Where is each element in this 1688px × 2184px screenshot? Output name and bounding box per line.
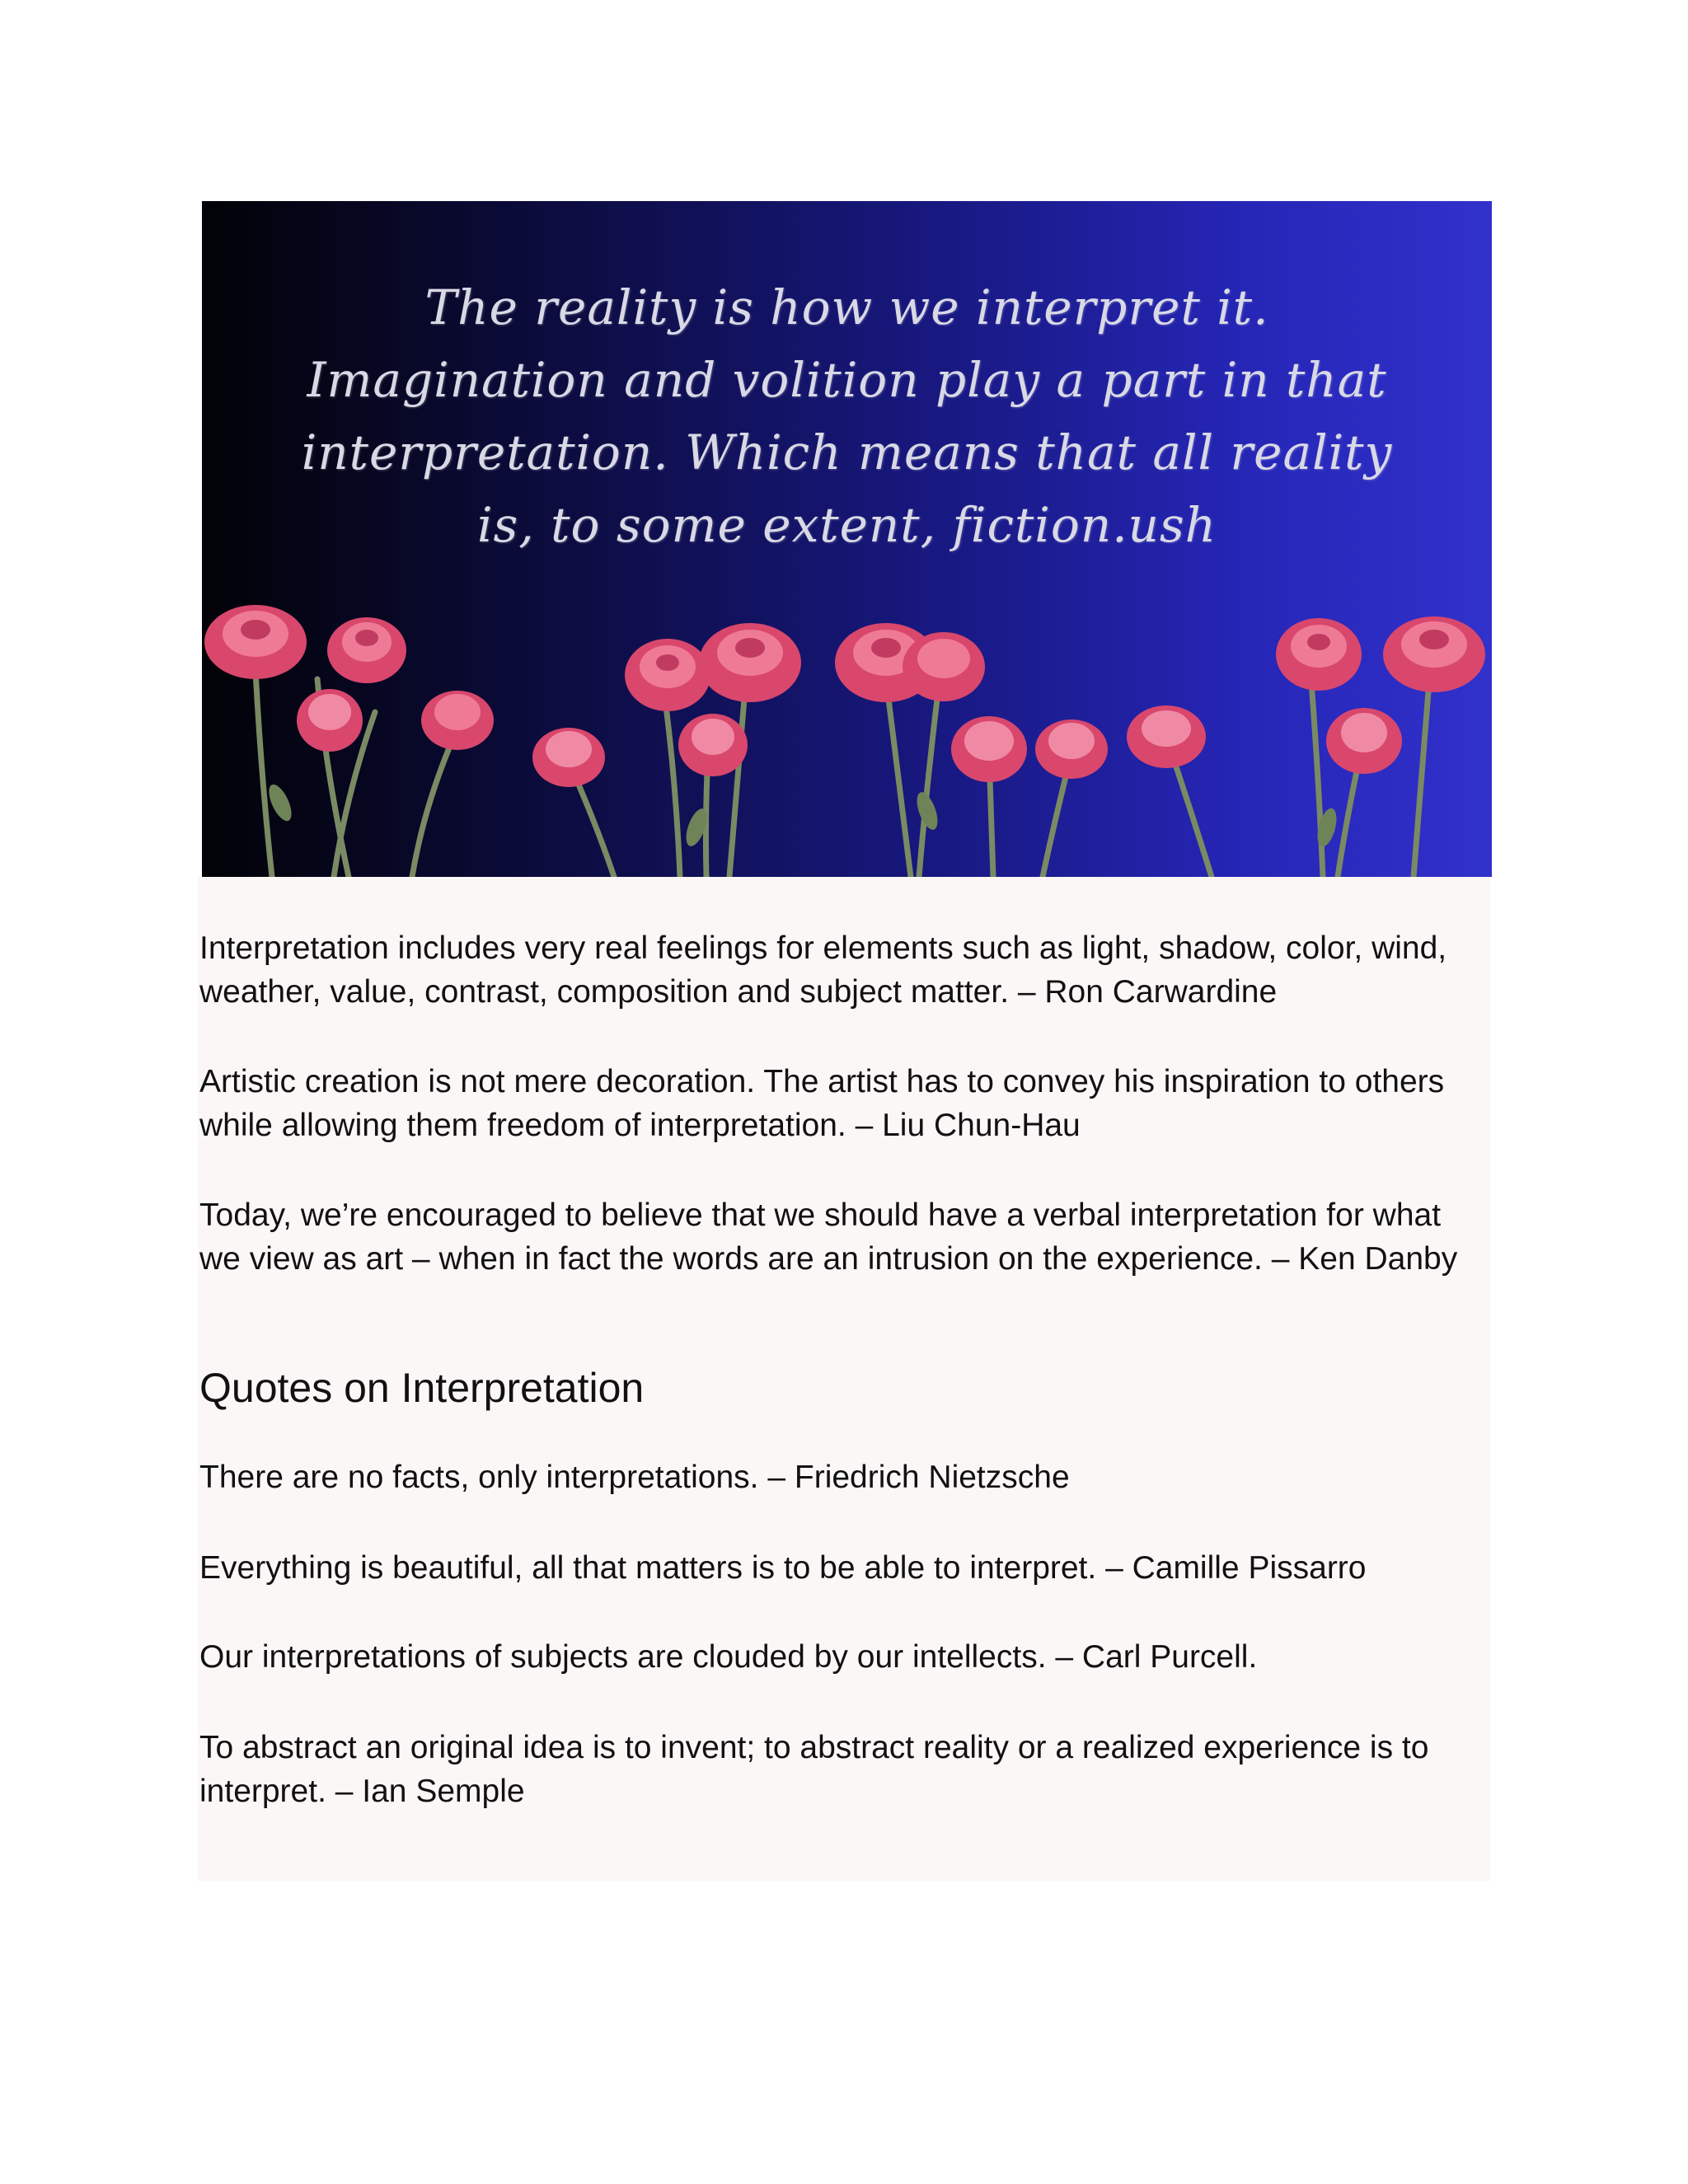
- rose-blooms: [204, 605, 1485, 787]
- section-heading: Quotes on Interpretation: [199, 1365, 645, 1411]
- rose-bloom: [1035, 719, 1108, 779]
- quote-purcell: Our interpretations of subjects are clouded by our intellects. – Carl Purcell.: [199, 1639, 1258, 1675]
- quote-pissarro: Everything is beautiful, all that matters is to be able to interpret. – Camille Pissarro: [199, 1550, 1367, 1586]
- article-body: [198, 877, 1490, 1881]
- rose-bloom: [903, 632, 985, 701]
- rose-bloom: [327, 617, 406, 683]
- rose-bloom: [951, 716, 1027, 782]
- quote-banner-image: [202, 201, 1492, 877]
- quote-paragraph-liu-chun-hau: Artistic creation is not mere decoration. The artist has to convey his inspiration to others while allowing them freedom of interpretation. – Liu Chun-Hau: [199, 1064, 1445, 1143]
- rose-bloom: [699, 623, 801, 702]
- rose-bloom: [532, 728, 605, 787]
- quote-paragraph-danby: Today, we’re encouraged to believe that we should have a verbal interpretation for what we view as art – when in fact the words are an intrusion on the experience. – Ken Danby: [199, 1197, 1458, 1277]
- quote-paragraph-carwardine: Interpretation includes very real feelings for elements such as light, shadow, color, wind, weather, value, contrast, composition and subject matter. – Ron Carwardine: [199, 930, 1447, 1010]
- rose-bloom: [1127, 705, 1206, 768]
- rose-bloom: [625, 639, 710, 711]
- quote-nietzsche: There are no facts, only interpretations. – Friedrich Nietzsche: [199, 1460, 1070, 1495]
- rose-bloom: [1383, 616, 1485, 692]
- rose-bloom: [421, 691, 494, 750]
- rose-bloom: [1326, 708, 1402, 774]
- rose-bloom: [1276, 618, 1362, 691]
- rose-bloom: [678, 714, 748, 776]
- rose-bloom: [297, 689, 363, 752]
- rose-bloom: [204, 605, 307, 679]
- banner-quote-text: The reality is how we interpret it. Imagination and volition play a part in that interpretation. Which means that all reality is, to some extent, fiction.ush: [301, 279, 1393, 553]
- quote-semple: To abstract an original idea is to invent; to abstract reality or a realized experience is to interpret. – Ian Semple: [199, 1730, 1429, 1809]
